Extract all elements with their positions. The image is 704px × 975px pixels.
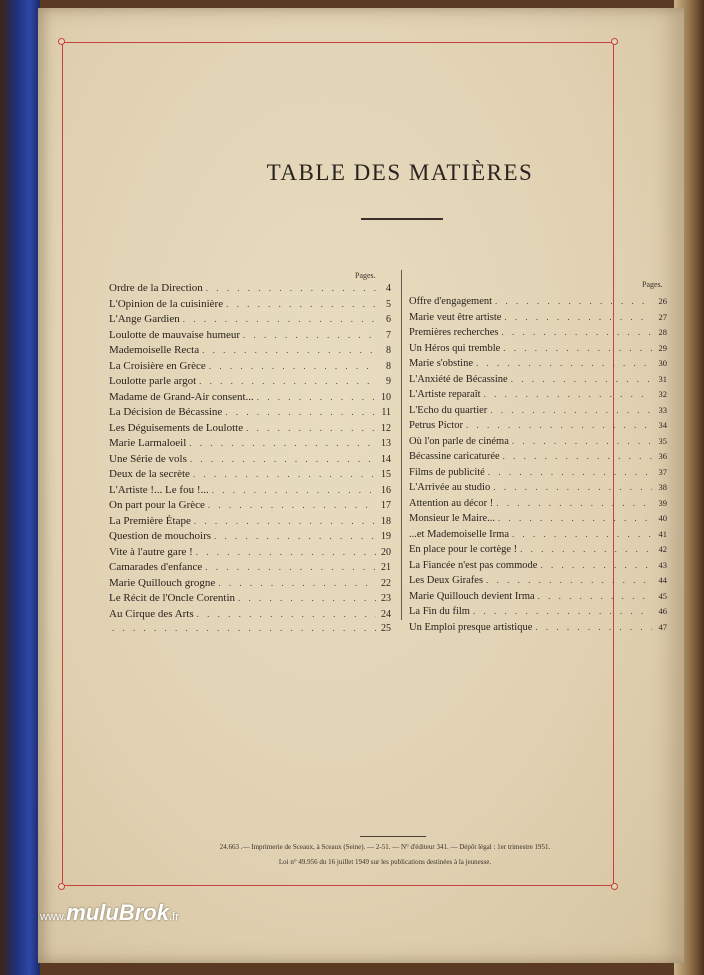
toc-entry [409, 560, 667, 576]
toc-entry [409, 467, 667, 483]
pages-label-left: Pages. [355, 271, 376, 280]
toc-entry-title: Question de mouchoirs [109, 530, 212, 542]
toc-entry-page: 29 [658, 342, 667, 353]
toc-entry-title: Camarades d'enfance [109, 561, 203, 573]
toc-entry-title: ...et Mademoiselle Irma [409, 528, 510, 540]
toc-entry-page: 23 [381, 593, 391, 604]
toc-entry-title: Le Récit de l'Oncle Corentin [109, 592, 235, 604]
toc-entry-title: Attention au décor ! [409, 497, 494, 509]
dot-leader [196, 547, 376, 557]
toc-entry-page: 35 [658, 435, 667, 446]
dot-leader [183, 314, 376, 324]
toc-entry-page: 12 [381, 422, 391, 434]
toc-entry [109, 530, 391, 546]
toc-entry-page: 21 [381, 562, 391, 573]
toc-entry [409, 544, 667, 560]
dot-leader [520, 544, 652, 554]
toc-entry-page: 8 [386, 360, 391, 372]
toc-entry [409, 498, 667, 514]
toc-entry-page: 14 [381, 453, 391, 465]
toc-entry-page: 19 [381, 531, 391, 542]
toc-entry-page: 39 [658, 497, 667, 508]
toc-entry [409, 374, 667, 390]
toc-entry-title: La Fin du film [409, 606, 470, 617]
dot-leader [486, 575, 652, 585]
toc-entry [109, 468, 391, 484]
toc-entry-page: 25 [381, 623, 391, 634]
toc-entry [109, 360, 391, 376]
toc-entry-page: 31 [658, 373, 667, 384]
dot-leader [193, 469, 376, 479]
toc-entry-page: 43 [658, 559, 667, 570]
toc-entry-title: L'Anxiété de Bécassine [409, 373, 508, 385]
toc-entry-title: L'Arrivée au studio [409, 482, 491, 493]
toc-entry [409, 591, 667, 607]
watermark-suffix: .fr [168, 911, 179, 923]
pages-label-right: Pages. [642, 280, 663, 289]
toc-entry-page: 8 [386, 345, 391, 356]
toc-entry-page: 24 [381, 608, 391, 620]
dot-leader [257, 392, 376, 402]
toc-entry-page: 28 [658, 327, 667, 337]
toc-entry-page: 40 [658, 513, 667, 523]
column-divider [401, 270, 402, 620]
legal-notice: Loi n° 49.956 du 16 juillet 1949 sur les publications destinées à la jeunesse. [278, 858, 492, 866]
toc-entry-page: 9 [386, 376, 391, 387]
toc-entry-page: 5 [386, 298, 391, 310]
dot-leader [112, 623, 376, 633]
toc-entry-page: 26 [658, 296, 667, 306]
printer-imprint: 24.663 .— Imprimerie de Sceaux, à Sceaux (Seine). — 2-51. — N° d'éditeur 341. — Dépôt légal : 1er trimestre 1951. [219, 843, 551, 851]
toc-entry-title: Offre d'engagement [409, 296, 493, 307]
toc-entry-title: La Première Étape [109, 514, 191, 527]
toc-entry [409, 312, 667, 328]
toc-entry-page: 16 [381, 484, 391, 496]
toc-entry-title: Marie Quillouch devient Irma [409, 590, 535, 602]
corner-ornament [611, 883, 618, 890]
dot-leader [194, 516, 376, 526]
toc-entry [109, 592, 391, 608]
toc-entry-title: Où l'on parle de cinéma [409, 435, 509, 447]
toc-left-column [109, 282, 391, 639]
toc-entry [109, 391, 391, 407]
toc-entry-title: L'Echo du quartier [409, 404, 488, 416]
dot-leader [538, 591, 652, 601]
toc-entry-page: 33 [658, 404, 667, 415]
dot-leader [197, 609, 376, 619]
corner-ornament [58, 38, 65, 45]
dot-leader [473, 606, 652, 616]
toc-entry [109, 499, 391, 515]
toc-entry-page: 11 [381, 407, 391, 418]
dot-leader [488, 467, 652, 477]
dot-leader [202, 345, 376, 355]
toc-entry [409, 451, 667, 467]
toc-entry [409, 622, 667, 638]
toc-entry [109, 515, 391, 531]
toc-entry [109, 282, 391, 298]
dot-leader [495, 296, 652, 306]
toc-entry-page: 32 [658, 389, 667, 399]
toc-entry [409, 389, 667, 405]
dot-leader [212, 485, 376, 495]
dot-leader [476, 358, 652, 368]
toc-entry [409, 296, 667, 312]
toc-entry-title: Ordre de la Direction [109, 282, 203, 294]
dot-leader [226, 299, 376, 309]
toc-entry-title: L'Artiste !... Le fou !... [109, 483, 209, 496]
toc-entry-title: Un Emploi presque artistique [409, 621, 533, 633]
dot-leader [535, 622, 652, 632]
dot-leader [511, 374, 652, 384]
toc-entry [109, 344, 391, 360]
title-underline [361, 218, 443, 220]
toc-entry-page: 15 [381, 469, 391, 480]
toc-entry-page: 34 [658, 420, 667, 430]
toc-entry [109, 453, 391, 469]
toc-entry-page: 45 [658, 590, 667, 601]
toc-entry-title: Madame de Grand-Air consent... [109, 390, 254, 403]
toc-entry [409, 327, 667, 343]
toc-entry-title: Loulotte parle argot [109, 375, 197, 387]
toc-entry [409, 420, 667, 436]
toc-entry [409, 436, 667, 452]
toc-entry [109, 484, 391, 500]
toc-entry-page: 22 [381, 577, 391, 589]
dot-leader [484, 389, 652, 399]
dot-leader [225, 407, 376, 417]
toc-entry [109, 623, 391, 639]
toc-entry-page: 42 [658, 544, 667, 554]
toc-entry-title: Mademoiselle Recta [109, 344, 200, 356]
toc-entry-page: 18 [381, 515, 391, 527]
toc-entry [409, 482, 667, 498]
toc-entry-title: La Décision de Bécassine [109, 406, 223, 418]
toc-entry [109, 437, 391, 453]
toc-entry-page: 10 [381, 391, 391, 403]
toc-entry-page: 30 [658, 358, 667, 368]
dot-leader [512, 436, 652, 446]
toc-entry-page: 20 [381, 546, 391, 558]
toc-entry [409, 529, 667, 545]
toc-entry-title: Bécassine caricaturée [409, 451, 500, 462]
toc-entry-page: 7 [386, 329, 391, 341]
dot-leader [199, 376, 376, 386]
dot-leader [490, 405, 652, 415]
dot-leader [205, 562, 376, 572]
dot-leader [208, 500, 376, 510]
toc-entry-title: Un Héros qui tremble [409, 342, 501, 354]
toc-entry-title: Films de publicité [409, 466, 485, 478]
dot-leader [206, 283, 376, 293]
watermark-brand: muluBrok [66, 900, 169, 925]
toc-entry [109, 298, 391, 314]
toc-entry-title: En place pour le cortège ! [409, 544, 518, 555]
toc-entry-page: 38 [658, 482, 667, 492]
toc-entry-page: 27 [658, 311, 667, 322]
toc-entry-title: L'Ange Gardien [109, 313, 180, 325]
toc-entry-page: 6 [386, 314, 391, 325]
toc-entry-page: 47 [658, 621, 667, 632]
toc-entry [409, 575, 667, 591]
dot-leader [190, 454, 376, 464]
toc-entry-title: L'Artiste reparaît [409, 389, 481, 400]
toc-entry-title: L'Opinion de la cuisinière [109, 297, 224, 310]
toc-entry [109, 608, 391, 624]
dot-leader [214, 531, 376, 541]
dot-leader [502, 327, 653, 337]
toc-entry-page: 4 [386, 283, 391, 294]
toc-entry-page: 41 [658, 528, 667, 539]
toc-entry-title: La Croisière en Grèce [109, 359, 206, 372]
page-title: TABLE DES MATIÈRES [266, 160, 534, 185]
dot-leader [540, 560, 652, 570]
toc-right-column [409, 296, 667, 637]
toc-entry-title: Marie veut être artiste [409, 311, 502, 323]
toc-entry-page: 46 [658, 606, 667, 616]
dot-leader [466, 420, 652, 430]
dot-leader [493, 482, 652, 492]
toc-entry [109, 561, 391, 577]
toc-entry-title: Monsieur le Maire... [409, 513, 496, 524]
corner-ornament [611, 38, 618, 45]
dot-leader [503, 343, 652, 353]
toc-entry [109, 546, 391, 562]
toc-entry-page: 36 [658, 451, 667, 461]
toc-entry-title: Les Déguisements de Loulotte [109, 421, 244, 434]
dot-leader [504, 312, 652, 322]
toc-entry [409, 405, 667, 421]
toc-entry-title: Marie Larmaloeil [109, 437, 187, 449]
toc-entry [109, 329, 391, 345]
toc-entry-title: Marie Quillouch grogne [109, 576, 216, 589]
dot-leader [503, 451, 652, 461]
toc-entry-title: Au Cirque des Arts [109, 607, 194, 620]
footer-rule [360, 836, 426, 837]
dot-leader [209, 361, 376, 371]
toc-entry [409, 606, 667, 622]
dot-leader [498, 513, 652, 523]
toc-entry-title: La Fiancée n'est pas commode [409, 559, 538, 571]
toc-entry [409, 513, 667, 529]
dot-leader [246, 423, 376, 433]
dot-leader [243, 330, 376, 340]
dot-leader [189, 438, 376, 448]
toc-entry [409, 343, 667, 359]
toc-entry-page: 37 [658, 466, 667, 477]
toc-entry-title: Deux de la secrète [109, 468, 190, 480]
watermark-prefix: www. [40, 911, 67, 923]
dot-leader [512, 529, 652, 539]
toc-entry-page: 13 [381, 438, 391, 449]
toc-entry [109, 375, 391, 391]
toc-entry [109, 313, 391, 329]
toc-entry-title: On part pour la Grèce [109, 499, 205, 511]
toc-entry-page: 44 [658, 575, 667, 585]
toc-entry-title: Loulotte de mauvaise humeur [109, 328, 241, 341]
toc-entry-page: 17 [381, 500, 391, 511]
dot-leader [238, 593, 376, 603]
toc-entry [109, 577, 391, 593]
toc-entry [109, 406, 391, 422]
toc-entry-title: Une Série de vols [109, 452, 187, 465]
toc-entry-title: Les Deux Girafes [409, 575, 484, 586]
site-watermark [40, 900, 179, 926]
corner-ornament [58, 883, 65, 890]
toc-entry [409, 358, 667, 374]
toc-entry-title: Vite à l'autre gare ! [109, 545, 193, 558]
dot-leader [496, 498, 652, 508]
dot-leader [218, 578, 376, 588]
toc-entry-title: Marie s'obstine [409, 358, 474, 369]
toc-entry-title: Petrus Pictor [409, 420, 463, 431]
toc-entry-title: Premières recherches [409, 327, 499, 338]
book-binding [0, 0, 40, 975]
toc-entry [109, 422, 391, 438]
